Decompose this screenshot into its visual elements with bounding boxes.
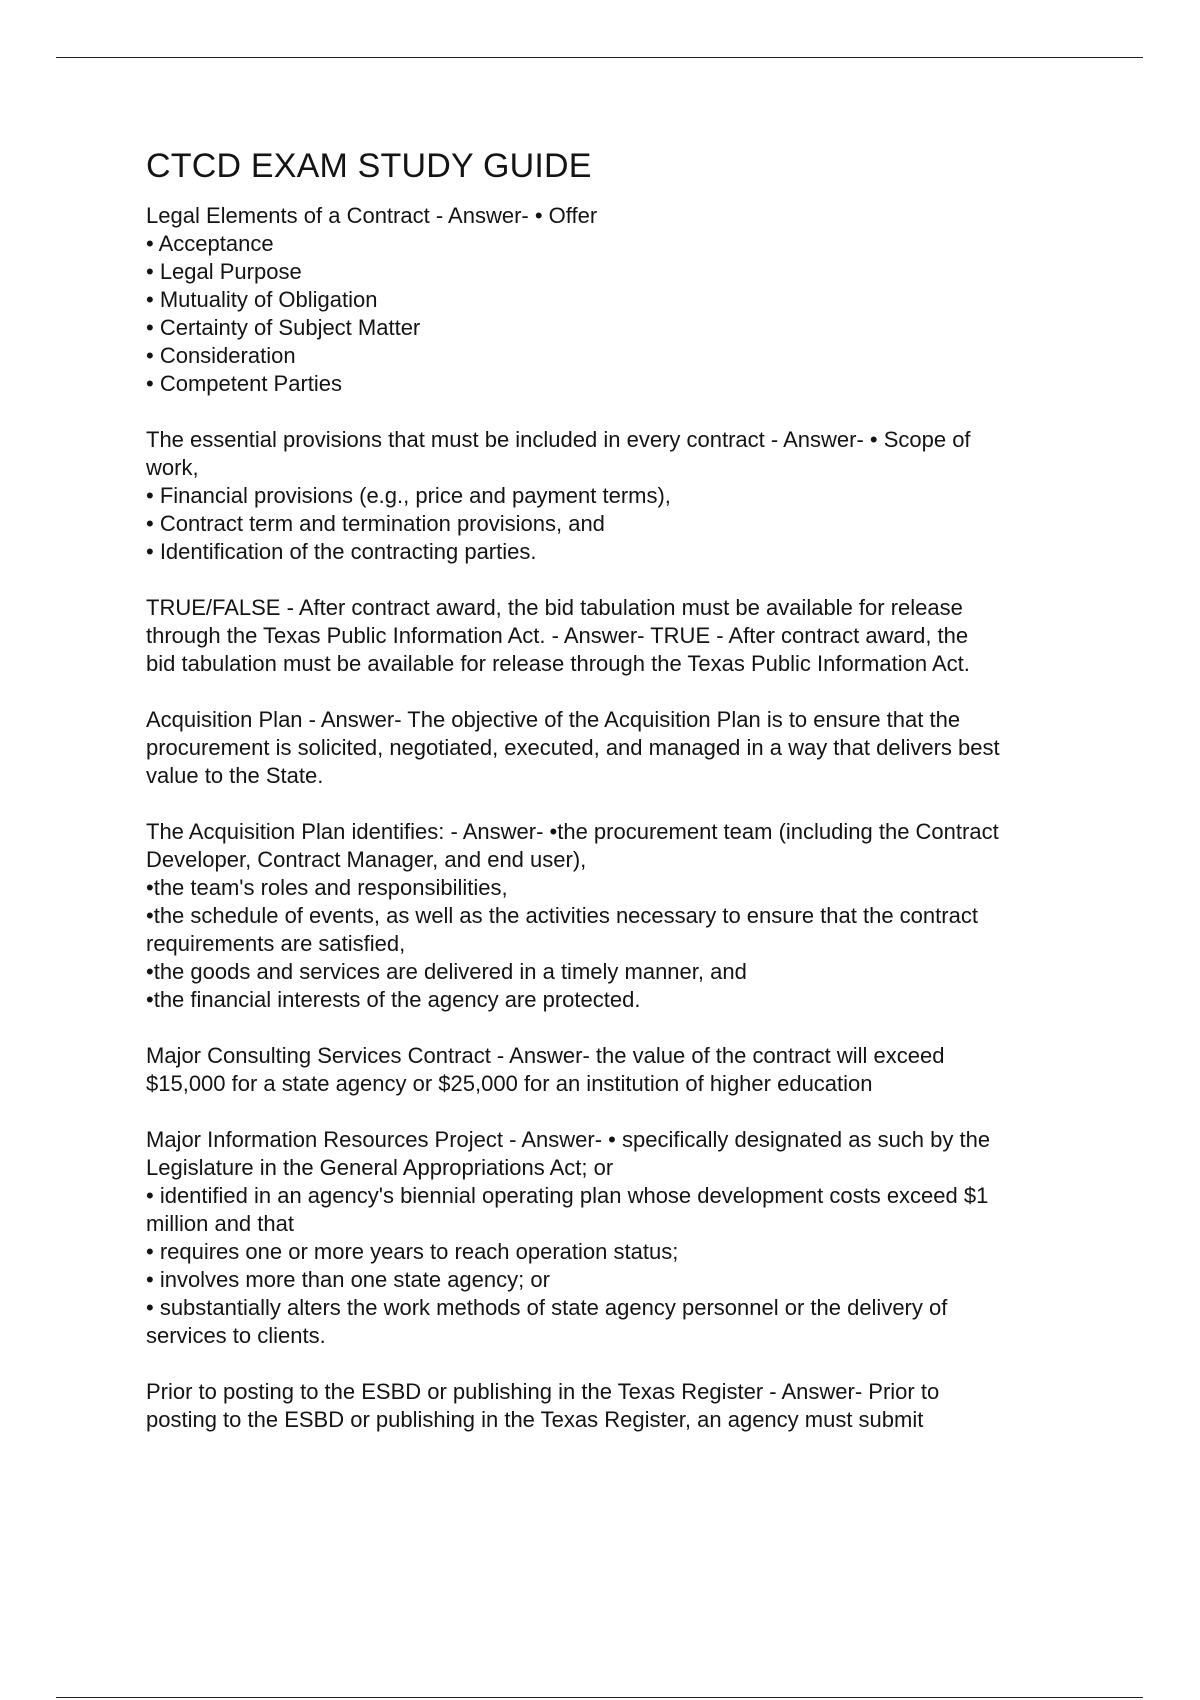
entry-line: • Competent Parties [146, 371, 343, 396]
study-entries [146, 202, 1096, 1434]
study-entry [146, 706, 1096, 790]
entry-line: Developer, Contract Manager, and end user), [146, 847, 587, 872]
study-entry [146, 426, 1096, 566]
entry-line: • substantially alters the work methods of state agency personnel or the delivery of [146, 1295, 948, 1320]
entry-line: posting to the ESBD or publishing in the Texas Register, an agency must submit [146, 1407, 924, 1432]
study-entry [146, 594, 1096, 678]
entry-line: •the goods and services are delivered in a timely manner, and [146, 959, 747, 984]
entry-line: Legal Elements of a Contract - Answer- • Offer [146, 203, 598, 228]
entry-line: • involves more than one state agency; or [146, 1267, 550, 1292]
entry-line: •the team's roles and responsibilities, [146, 875, 508, 900]
entry-line: Prior to posting to the ESBD or publishing in the Texas Register - Answer- Prior to [146, 1379, 940, 1404]
entry-line: • Certainty of Subject Matter [146, 315, 421, 340]
entry-line: Major Consulting Services Contract - Answer- the value of the contract will exceed [146, 1043, 945, 1068]
entry-line: • Identification of the contracting parties. [146, 539, 537, 564]
entry-line: The essential provisions that must be included in every contract - Answer- • Scope of [146, 427, 971, 452]
entry-line: value to the State. [146, 763, 324, 788]
study-entry [146, 202, 1096, 398]
entry-line: Major Information Resources Project - Answer- • specifically designated as such by the [146, 1127, 991, 1152]
entry-line: • identified in an agency's biennial operating plan whose development costs exceed $1 [146, 1183, 989, 1208]
entry-line: $15,000 for a state agency or $25,000 for an institution of higher education [146, 1071, 873, 1096]
entry-line: Acquisition Plan - Answer- The objective of the Acquisition Plan is to ensure that the [146, 707, 961, 732]
entry-line: •the schedule of events, as well as the activities necessary to ensure that the contract [146, 903, 978, 928]
study-entry [146, 818, 1096, 1014]
entry-line: bid tabulation must be available for release through the Texas Public Information Act. [146, 651, 970, 676]
document-title: CTCD EXAM STUDY GUIDE [146, 147, 592, 185]
entry-line: million and that [146, 1211, 294, 1236]
entry-line: TRUE/FALSE - After contract award, the bid tabulation must be available for release [146, 595, 963, 620]
entry-line: • Mutuality of Obligation [146, 287, 378, 312]
bottom-rule [56, 1697, 1143, 1698]
study-entry [146, 1126, 1096, 1350]
entry-line: through the Texas Public Information Act. - Answer- TRUE - After contract award, the [146, 623, 969, 648]
entry-line: •the financial interests of the agency are protected. [146, 987, 641, 1012]
entry-line: • Consideration [146, 343, 296, 368]
entry-line: • Acceptance [146, 231, 274, 256]
entry-line: • requires one or more years to reach operation status; [146, 1239, 679, 1264]
entry-line: • Legal Purpose [146, 259, 302, 284]
entry-line: work, [146, 455, 199, 480]
study-entry [146, 1378, 1096, 1434]
entry-line: The Acquisition Plan identifies: - Answer- •the procurement team (including the Contract [146, 819, 999, 844]
entry-line: • Financial provisions (e.g., price and payment terms), [146, 483, 671, 508]
study-entry [146, 1042, 1096, 1098]
entry-line: • Contract term and termination provisions, and [146, 511, 605, 536]
top-rule [56, 57, 1143, 58]
entry-line: requirements are satisfied, [146, 931, 406, 956]
entry-line: services to clients. [146, 1323, 326, 1348]
entry-line: procurement is solicited, negotiated, executed, and managed in a way that delivers best [146, 735, 1000, 760]
entry-line: Legislature in the General Appropriations Act; or [146, 1155, 614, 1180]
document-page [146, 140, 1096, 1462]
